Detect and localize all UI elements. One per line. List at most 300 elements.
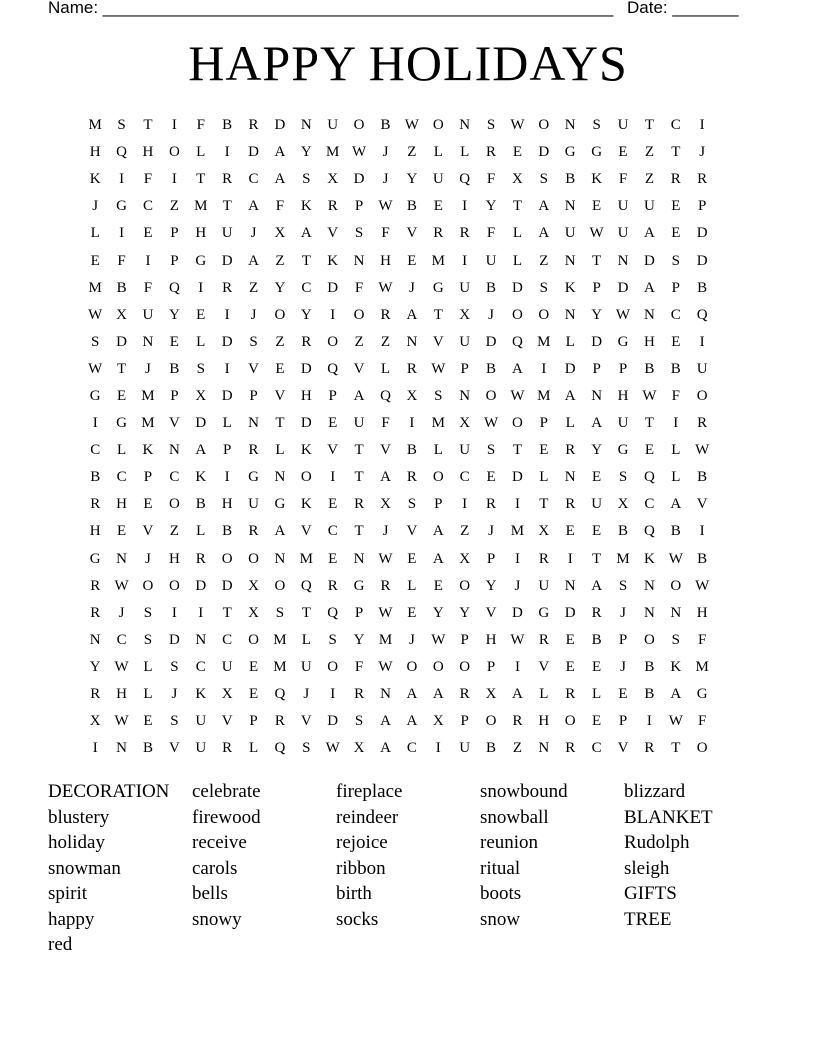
grid-letter: B xyxy=(380,117,391,134)
grid-letter: D xyxy=(300,415,312,432)
grid-letter: N xyxy=(274,550,286,567)
grid-letter: P xyxy=(170,387,179,404)
word-list-item: DECORATION xyxy=(48,781,170,802)
grid-letter: E xyxy=(407,252,417,269)
grid-letter: X xyxy=(353,740,365,757)
grid-letter: I xyxy=(330,686,336,703)
grid-letter: T xyxy=(222,198,232,215)
grid-letter: U xyxy=(459,442,471,459)
grid-letter: J xyxy=(488,523,494,540)
word-list-item: reunion xyxy=(480,832,539,853)
grid-letter: V xyxy=(406,225,418,242)
grid-letter: M xyxy=(273,658,287,675)
grid-letter: P xyxy=(170,252,179,269)
grid-letter: X xyxy=(248,604,259,621)
grid-letter: L xyxy=(460,144,470,161)
word-list-item: spirit xyxy=(48,883,88,904)
grid-letter: C xyxy=(591,740,602,757)
grid-letter: D xyxy=(221,387,233,404)
grid-letter: S xyxy=(143,631,153,648)
grid-letter: F xyxy=(671,387,680,404)
grid-letter: H xyxy=(696,604,708,621)
grid-letter: S xyxy=(91,333,100,350)
grid-letter: Q xyxy=(643,469,655,486)
grid-letter: H xyxy=(89,523,101,540)
grid-letter: S xyxy=(143,604,153,621)
grid-letter: D xyxy=(168,631,180,648)
grid-letter: P xyxy=(486,658,496,675)
grid-letter: O xyxy=(327,658,339,675)
grid-letter: U xyxy=(459,333,471,350)
grid-letter: D xyxy=(617,279,629,296)
name-field-line: Name: ______________________________________________________ xyxy=(48,0,614,17)
grid-letter: S xyxy=(170,713,179,730)
grid-letter: Q xyxy=(696,306,708,323)
grid-letter: L xyxy=(539,469,549,486)
grid-letter: B xyxy=(670,360,681,377)
grid-row xyxy=(82,302,742,329)
grid-letter: E xyxy=(248,686,259,703)
grid-letter: W xyxy=(325,740,340,757)
grid-letter: G xyxy=(195,252,207,269)
grid-letter: F xyxy=(117,252,126,269)
grid-letter: W xyxy=(695,577,710,594)
grid-letter: T xyxy=(143,117,153,134)
grid-letter: P xyxy=(354,198,364,215)
grid-letter: A xyxy=(591,415,603,432)
grid-letter: J xyxy=(488,306,494,323)
grid-letter: F xyxy=(143,171,153,188)
grid-letter: E xyxy=(328,415,338,432)
grid-letter: B xyxy=(142,740,153,757)
grid-letter: G xyxy=(591,144,603,161)
grid-letter: J xyxy=(171,686,178,703)
grid-letter: S xyxy=(302,171,311,188)
grid-letter: C xyxy=(169,469,180,486)
grid-letter: W xyxy=(431,360,446,377)
grid-letter: I xyxy=(145,252,151,269)
grid-letter: N xyxy=(406,333,418,350)
grid-letter: I xyxy=(462,198,468,215)
grid-letter: K xyxy=(670,658,682,675)
grid-letter: U xyxy=(248,496,259,513)
grid-letter: Q xyxy=(168,279,180,296)
grid-letter: R xyxy=(248,117,259,134)
grid-letter: V xyxy=(274,387,286,404)
grid-letter: B xyxy=(486,279,497,296)
grid-letter: I xyxy=(171,604,177,621)
grid-letter: J xyxy=(303,686,310,703)
grid-letter: W xyxy=(114,713,129,730)
grid-letter: Q xyxy=(512,333,523,350)
grid-letter: J xyxy=(408,279,415,296)
word-list-item: rejoice xyxy=(336,832,388,853)
grid-letter: D xyxy=(512,469,523,486)
grid-letter: L xyxy=(539,686,549,703)
grid-letter: B xyxy=(195,496,206,513)
grid-letter: S xyxy=(354,713,364,730)
grid-letter: R xyxy=(248,442,259,459)
word-search-grid xyxy=(82,112,742,762)
grid-letter: E xyxy=(618,144,628,161)
grid-letter: U xyxy=(195,740,207,757)
grid-letter: M xyxy=(537,387,551,404)
grid-letter: K xyxy=(142,442,154,459)
grid-letter: G xyxy=(274,496,286,513)
grid-row xyxy=(82,518,742,545)
grid-letter: K xyxy=(195,469,207,486)
grid-letter: I xyxy=(92,740,98,757)
grid-letter: A xyxy=(432,686,444,703)
grid-letter: B xyxy=(169,360,180,377)
grid-letter: X xyxy=(274,225,286,242)
grid-letter: H xyxy=(643,333,655,350)
grid-letter: B xyxy=(618,523,629,540)
grid-letter: I xyxy=(224,360,230,377)
grid-letter: D xyxy=(221,577,233,594)
grid-letter: E xyxy=(143,713,153,730)
grid-letter: R xyxy=(380,306,391,323)
grid-letter: R xyxy=(406,469,417,486)
grid-letter: A xyxy=(380,713,391,730)
grid-letter: Z xyxy=(169,198,179,215)
grid-letter: G xyxy=(353,577,365,594)
grid-letter: Y xyxy=(300,144,312,161)
grid-letter: E xyxy=(328,550,338,567)
grid-letter: U xyxy=(300,658,312,675)
grid-letter: E xyxy=(169,333,179,350)
grid-letter: W xyxy=(668,713,683,730)
grid-letter: T xyxy=(354,469,364,486)
grid-letter: B xyxy=(697,469,708,486)
grid-letter: I xyxy=(409,415,415,432)
grid-letter: H xyxy=(116,686,127,703)
grid-letter: K xyxy=(300,198,312,215)
grid-letter: M xyxy=(510,523,525,540)
grid-letter: W xyxy=(695,442,710,459)
grid-letter: B xyxy=(644,658,655,675)
grid-letter: A xyxy=(591,577,603,594)
grid-letter: D xyxy=(300,360,312,377)
grid-letter: R xyxy=(406,360,417,377)
grid-row xyxy=(82,112,742,139)
grid-letter: J xyxy=(118,604,125,621)
grid-letter: I xyxy=(699,333,705,350)
word-list-item: firewood xyxy=(192,806,261,828)
grid-row xyxy=(82,735,742,762)
grid-letter: R xyxy=(222,740,233,757)
grid-letter: W xyxy=(378,550,393,567)
grid-letter: S xyxy=(354,225,364,242)
grid-letter: E xyxy=(592,658,602,675)
grid-letter: R xyxy=(486,144,497,161)
grid-letter: T xyxy=(592,252,602,269)
grid-letter: L xyxy=(196,523,206,540)
grid-letter: B xyxy=(486,360,497,377)
grid-letter: F xyxy=(381,225,390,242)
grid-letter: V xyxy=(696,496,708,513)
grid-letter: G xyxy=(617,442,629,459)
grid-letter: H xyxy=(89,144,101,161)
grid-letter: H xyxy=(195,225,207,242)
grid-letter: P xyxy=(434,496,443,513)
grid-letter: M xyxy=(141,387,155,404)
grid-letter: B xyxy=(406,198,417,215)
word-list-item: snowball xyxy=(480,806,549,828)
grid-letter: R xyxy=(354,496,365,513)
grid-letter: O xyxy=(538,306,550,323)
grid-letter: A xyxy=(432,523,444,540)
grid-row xyxy=(82,356,742,383)
grid-letter: U xyxy=(643,198,655,215)
grid-letter: A xyxy=(512,686,523,703)
grid-letter: R xyxy=(327,577,338,594)
grid-letter: C xyxy=(195,658,206,675)
grid-letter: J xyxy=(408,631,415,648)
grid-letter: S xyxy=(671,631,680,648)
grid-letter: I xyxy=(92,415,98,432)
grid-letter: M xyxy=(326,144,340,161)
grid-letter: O xyxy=(353,306,365,323)
grid-letter: T xyxy=(301,252,311,269)
grid-letter: S xyxy=(407,496,417,513)
grid-letter: R xyxy=(697,415,708,432)
grid-letter: W xyxy=(404,117,419,134)
grid-letter: O xyxy=(459,577,471,594)
grid-letter: E xyxy=(143,496,153,513)
grid-row xyxy=(82,546,742,573)
grid-letter: B xyxy=(697,279,708,296)
grid-letter: J xyxy=(514,577,521,594)
word-list-item: snow xyxy=(480,908,521,930)
grid-letter: T xyxy=(117,360,127,377)
grid-letter: O xyxy=(406,658,418,675)
grid-letter: T xyxy=(539,496,549,513)
grid-letter: R xyxy=(195,550,206,567)
grid-letter: K xyxy=(564,279,576,296)
grid-letter: E xyxy=(592,523,602,540)
word-list-item: blustery xyxy=(48,806,110,828)
word-list-item: ritual xyxy=(480,857,521,879)
grid-letter: U xyxy=(485,252,497,269)
grid-letter: E xyxy=(117,387,127,404)
grid-letter: O xyxy=(168,496,180,513)
grid-letter: L xyxy=(512,252,523,269)
grid-letter: O xyxy=(248,631,259,648)
grid-letter: U xyxy=(591,496,603,513)
grid-row xyxy=(82,166,742,193)
grid-letter: G xyxy=(116,415,127,432)
grid-letter: W xyxy=(378,604,393,621)
grid-letter: A xyxy=(432,550,444,567)
grid-letter: W xyxy=(378,198,393,215)
grid-letter: R xyxy=(459,225,470,242)
grid-letter: I xyxy=(224,469,230,486)
grid-letter: B xyxy=(90,469,101,486)
grid-letter: W xyxy=(431,631,446,648)
grid-row xyxy=(82,681,742,708)
grid-letter: M xyxy=(141,415,155,432)
grid-letter: Y xyxy=(485,577,497,594)
grid-letter: A xyxy=(643,225,655,242)
grid-letter: N xyxy=(353,252,365,269)
grid-row xyxy=(82,383,742,410)
grid-letter: J xyxy=(620,658,626,675)
grid-letter: I xyxy=(514,496,520,513)
grid-letter: F xyxy=(275,198,285,215)
grid-letter: E xyxy=(407,604,417,621)
grid-letter: O xyxy=(142,577,154,594)
grid-letter: W xyxy=(615,306,631,323)
grid-letter: E xyxy=(539,442,549,459)
word-list-item: snowbound xyxy=(480,781,568,802)
grid-letter: Q xyxy=(327,360,339,377)
grid-letter: L xyxy=(222,415,232,432)
word-list-item: reindeer xyxy=(336,806,399,828)
grid-letter: U xyxy=(327,117,339,134)
grid-letter: D xyxy=(221,252,233,269)
grid-letter: N xyxy=(116,550,127,567)
grid-letter: V xyxy=(485,604,497,621)
grid-letter: U xyxy=(617,225,629,242)
grid-letter: A xyxy=(300,225,312,242)
grid-letter: K xyxy=(643,550,655,567)
grid-letter: E xyxy=(618,686,628,703)
grid-letter: R xyxy=(90,577,101,594)
grid-letter: Y xyxy=(459,604,471,621)
page-title: HAPPY HOLIDAYS xyxy=(188,35,628,91)
grid-row xyxy=(82,491,742,518)
grid-letter: X xyxy=(432,713,444,730)
grid-letter: A xyxy=(564,387,576,404)
grid-letter: I xyxy=(171,117,177,134)
grid-letter: E xyxy=(117,523,127,540)
grid-letter: G xyxy=(89,387,101,404)
grid-letter: I xyxy=(541,360,547,377)
grid-letter: D xyxy=(327,279,339,296)
grid-letter: V xyxy=(168,415,180,432)
grid-letter: T xyxy=(512,442,523,459)
grid-row xyxy=(82,464,742,491)
grid-row xyxy=(82,193,742,220)
grid-letter: E xyxy=(248,658,259,675)
grid-letter: P xyxy=(249,387,258,404)
grid-letter: V xyxy=(617,740,629,757)
grid-letter: M xyxy=(537,333,551,350)
grid-row xyxy=(82,573,742,600)
grid-letter: T xyxy=(644,415,654,432)
grid-letter: A xyxy=(248,198,259,215)
grid-letter: Z xyxy=(460,523,470,540)
grid-letter: Q xyxy=(643,523,655,540)
grid-letter: T xyxy=(671,740,681,757)
grid-letter: Z xyxy=(275,333,285,350)
grid-letter: A xyxy=(406,713,418,730)
grid-letter: W xyxy=(483,415,499,432)
grid-letter: B xyxy=(406,442,417,459)
grid-letter: W xyxy=(378,279,393,296)
grid-letter: J xyxy=(699,144,706,161)
grid-letter: N xyxy=(564,117,576,134)
grid-letter: O xyxy=(432,658,444,675)
grid-letter: L xyxy=(90,225,100,242)
grid-letter: V xyxy=(248,360,259,377)
grid-row xyxy=(82,139,742,166)
grid-letter: X xyxy=(380,496,391,513)
grid-letter: V xyxy=(221,713,233,730)
grid-letter: D xyxy=(696,252,708,269)
grid-letter: E xyxy=(196,306,206,323)
grid-letter: T xyxy=(433,306,443,323)
grid-letter: A xyxy=(512,360,523,377)
grid-letter: E xyxy=(512,144,523,161)
date-field-line: Date: _______ xyxy=(627,0,739,17)
grid-letter: Y xyxy=(432,604,444,621)
grid-letter: F xyxy=(381,415,390,432)
grid-letter: K xyxy=(591,171,603,188)
grid-letter: V xyxy=(300,713,312,730)
grid-row xyxy=(82,275,742,302)
grid-letter: Z xyxy=(644,171,654,188)
grid-row xyxy=(82,600,742,627)
grid-letter: L xyxy=(275,442,285,459)
word-list-item: happy xyxy=(48,908,95,930)
grid-letter: L xyxy=(433,442,443,459)
grid-letter: I xyxy=(646,713,652,730)
word-list-item: ribbon xyxy=(336,857,386,879)
grid-letter: A xyxy=(274,171,286,188)
grid-letter: X xyxy=(459,550,471,567)
grid-letter: P xyxy=(671,279,680,296)
grid-letter: X xyxy=(617,496,629,513)
grid-letter: H xyxy=(168,550,180,567)
word-list-item: TREE xyxy=(624,908,672,930)
grid-letter: O xyxy=(248,550,259,567)
grid-letter: Z xyxy=(539,252,549,269)
grid-letter: R xyxy=(301,333,312,350)
grid-letter: B xyxy=(565,171,576,188)
grid-letter: P xyxy=(354,604,364,621)
grid-letter: T xyxy=(592,550,602,567)
grid-letter: E xyxy=(565,523,575,540)
grid-letter: O xyxy=(221,550,233,567)
grid-letter: O xyxy=(643,631,655,648)
grid-letter: C xyxy=(327,523,338,540)
grid-letter: C xyxy=(644,496,655,513)
grid-letter: K xyxy=(327,252,339,269)
grid-letter: R xyxy=(433,225,444,242)
grid-letter: R xyxy=(222,279,233,296)
grid-letter: X xyxy=(327,171,339,188)
word-list-item: BLANKET xyxy=(624,806,713,828)
grid-letter: O xyxy=(512,306,523,323)
word-list-item: blizzard xyxy=(624,781,686,802)
grid-letter: X xyxy=(248,577,259,594)
grid-letter: K xyxy=(300,496,312,513)
grid-row xyxy=(82,329,742,356)
grid-letter: F xyxy=(486,171,496,188)
word-list-item: boots xyxy=(480,883,522,904)
grid-letter: E xyxy=(592,198,602,215)
grid-letter: V xyxy=(300,523,312,540)
grid-letter: Q xyxy=(459,171,471,188)
grid-letter: C xyxy=(142,198,153,215)
word-list-item: sleigh xyxy=(624,857,670,879)
grid-letter: U xyxy=(353,415,365,432)
grid-letter: X xyxy=(459,306,471,323)
grid-letter: N xyxy=(617,252,629,269)
grid-letter: S xyxy=(302,740,311,757)
